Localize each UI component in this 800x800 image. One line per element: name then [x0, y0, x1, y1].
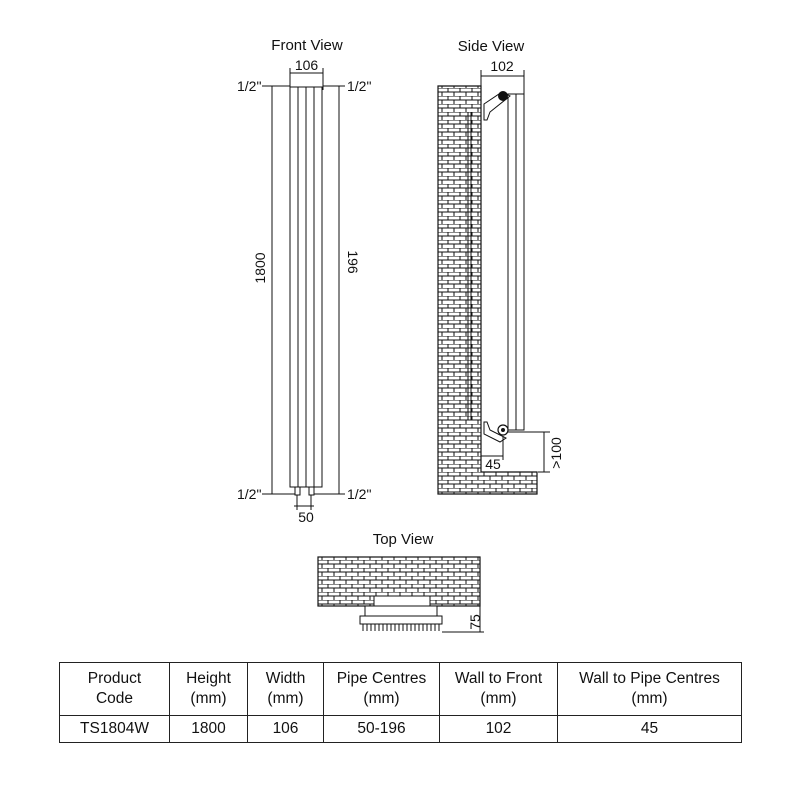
- table-row: [60, 716, 742, 743]
- front-view-title: Front View: [271, 37, 343, 54]
- side-view: [438, 38, 564, 494]
- cell-wall-to-pipe-centres: 45: [558, 716, 742, 743]
- front-top-right-connection-label: 1/2": [347, 78, 372, 94]
- cell-height: 1800: [170, 716, 248, 743]
- header-height: Height (mm): [170, 663, 248, 716]
- top-radiator-fins: [363, 624, 439, 631]
- top-view-title: Top View: [372, 531, 434, 548]
- front-pipe-spacing-label: 50: [298, 509, 314, 525]
- side-radiator-profile: [484, 92, 524, 442]
- side-view-title: Side View: [457, 38, 525, 55]
- cell-product-code: TS1804W: [60, 716, 170, 743]
- table-header-row: [60, 663, 742, 716]
- header-pipe-centres: Pipe Centres (mm): [324, 663, 440, 716]
- side-wall-to-front-label: 102: [490, 58, 514, 74]
- cell-pipe-centres: 50-196: [324, 716, 440, 743]
- front-pipe-span-label: 196: [345, 250, 361, 274]
- header-wall-to-pipe-centres: Wall to Pipe Centres (mm): [558, 663, 742, 716]
- cell-width: 106: [248, 716, 324, 743]
- side-floor-clearance-label: >100: [548, 437, 564, 469]
- front-view: [237, 37, 371, 525]
- specification-table: [59, 662, 742, 743]
- top-depth-label: 75: [467, 614, 483, 630]
- front-height-label: 1800: [252, 252, 268, 284]
- header-product-code: Product Code: [60, 663, 170, 716]
- front-bottom-right-connection-label: 1/2": [347, 486, 372, 502]
- front-pipe-spacing-dimension: [294, 495, 314, 510]
- top-view: [318, 531, 484, 632]
- side-wall-to-pipe-label: 45: [485, 456, 501, 472]
- front-bottom-left-connection-label: 1/2": [237, 486, 262, 502]
- front-top-left-connection-label: 1/2": [237, 78, 262, 94]
- header-wall-to-front: Wall to Front (mm): [440, 663, 558, 716]
- cell-wall-to-front: 102: [440, 716, 558, 743]
- side-floor-clearance-dimension: [508, 432, 550, 472]
- front-width-label: 106: [294, 57, 319, 73]
- header-width: Width (mm): [248, 663, 324, 716]
- front-radiator-columns: [290, 87, 322, 487]
